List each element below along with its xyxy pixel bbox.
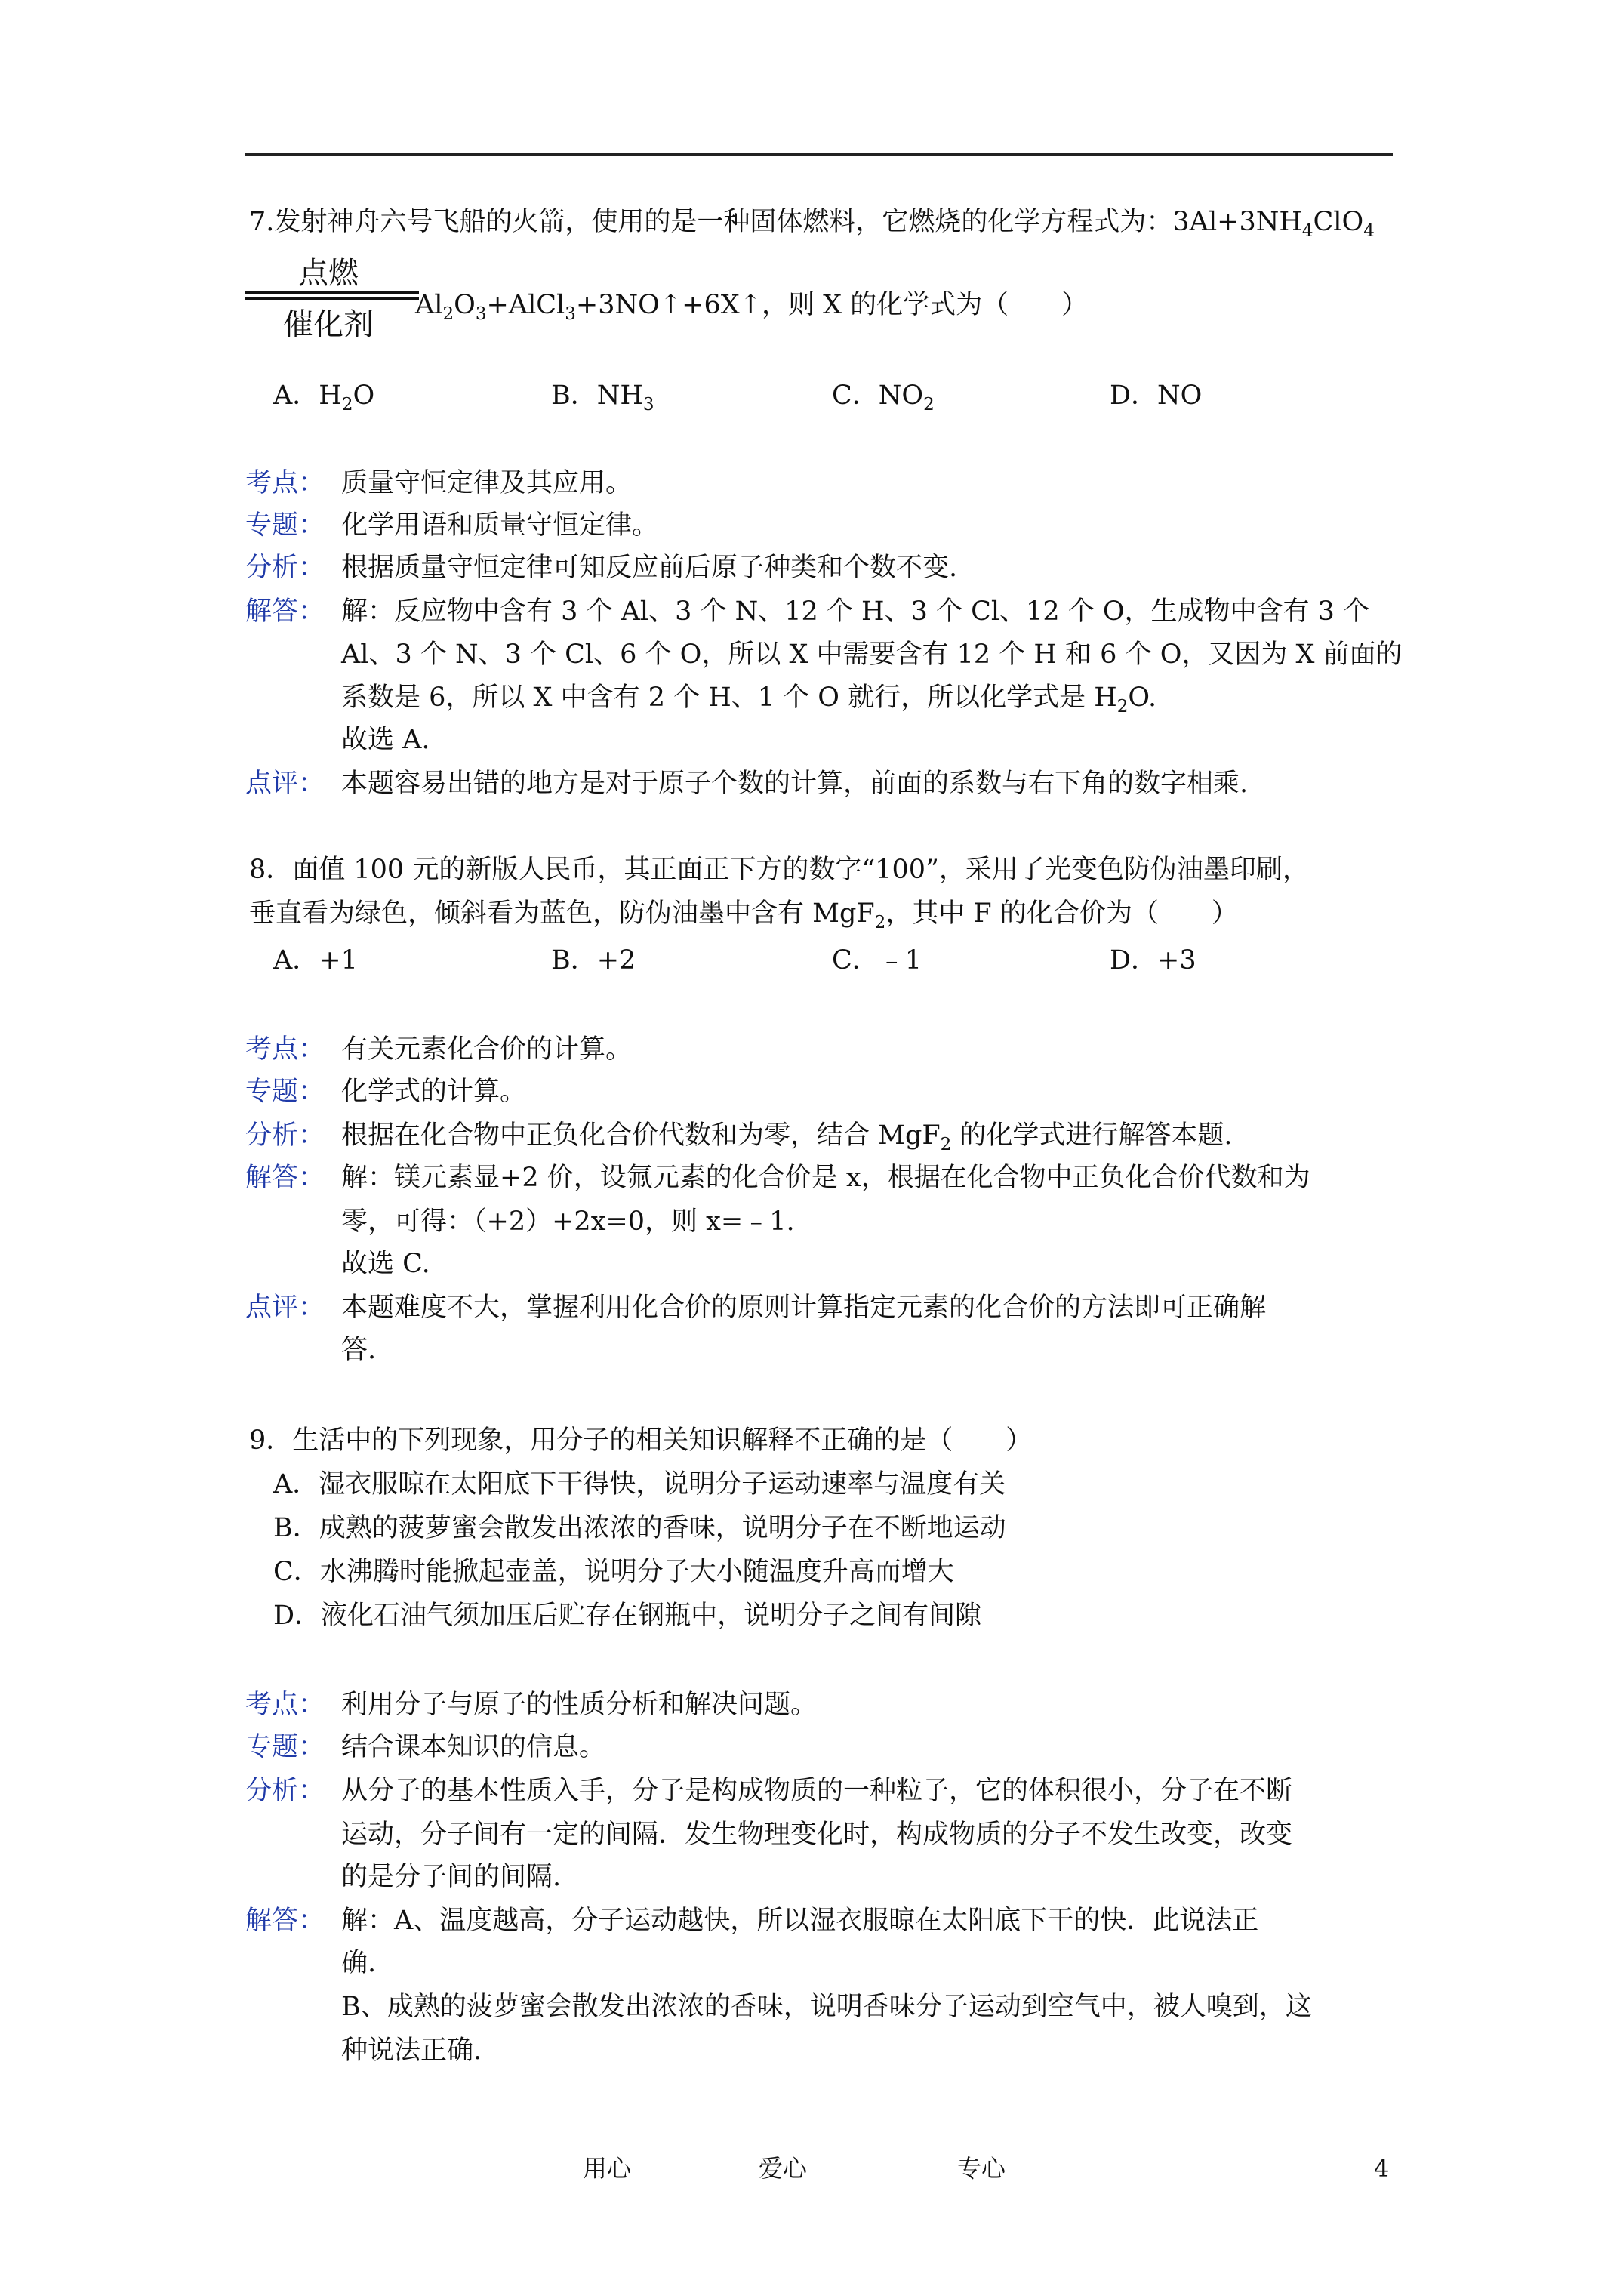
q8-label-jieda: 解答：: [245, 1163, 325, 1193]
q8-label-dianping: 点评：: [245, 1293, 325, 1323]
q7-dianping: 本题容易出错的地方是对于原子个数的计算，前面的系数与右下角的数字相乘.: [341, 769, 1249, 799]
q7-label-kaodian: 考点：: [245, 468, 325, 498]
q8-option-c: C．﹣1: [832, 945, 922, 975]
q7-kaodian: 质量守恒定律及其应用。: [341, 468, 633, 498]
equals-bar-top: [245, 291, 419, 294]
q9-fenxi-line3: 的是分子间的间隔.: [341, 1862, 562, 1892]
q9-label-jieda: 解答：: [245, 1906, 325, 1936]
q7-label-fenxi: 分析：: [245, 553, 325, 583]
q9-zhuanti: 结合课本知识的信息。: [341, 1732, 606, 1762]
q7-option-d: D．NO: [1110, 381, 1203, 411]
q8-label-fenxi: 分析：: [245, 1120, 325, 1151]
q8-jieda-line1: 解：镁元素显+2 价，设氟元素的化合价是 x，根据在化合物中正负化合价代数和为: [341, 1163, 1310, 1193]
condition-ignite: 点燃: [298, 256, 359, 291]
q9-option-c: C．水沸腾时能掀起壶盖，说明分子大小随温度升高而增大: [273, 1557, 954, 1587]
q9-label-zhuanti: 专题：: [245, 1732, 325, 1762]
page-number: 4: [1374, 2154, 1390, 2183]
q9-jieda-line1: 解：A、温度越高，分子运动越快，所以湿衣服晾在太阳底下干的快．此说法正: [341, 1906, 1259, 1936]
q7-jieda-line2: Al、3 个 N、3 个 Cl、6 个 O，所以 X 中需要含有 12 个 H 和 6 个 O，又因为 X 前面的: [341, 639, 1403, 670]
q7-label-jieda: 解答：: [245, 596, 325, 627]
q9-fenxi-line1: 从分子的基本性质入手，分子是构成物质的一种粒子，它的体积很小，分子在不断: [341, 1776, 1293, 1806]
q7-jieda-line1: 解：反应物中含有 3 个 Al、3 个 N、12 个 H、3 个 Cl、12 个 O，生成物中含有 3 个: [341, 596, 1370, 627]
q7-fenxi: 根据质量守恒定律可知反应前后原子种类和个数不变.: [341, 553, 958, 583]
q7-option-a: A．$H_2O$: [273, 381, 375, 415]
q8-dianping-line2: 答.: [341, 1335, 377, 1365]
q8-label-kaodian: 考点：: [245, 1034, 325, 1065]
q9-jieda-line2: 确.: [341, 1948, 377, 1978]
q8-stem-line2: 垂直看为绿色，倾斜看为蓝色，防伪油墨中含有 MgF$_2$，其中 F 的化合价为（ ）: [249, 898, 1238, 932]
q8-kaodian: 有关元素化合价的计算。: [341, 1034, 633, 1065]
q7-zhuanti: 化学用语和质量守恒定律。: [341, 510, 659, 541]
q9-option-a: A．湿衣服晾在太阳底下干得快，说明分子运动速率与温度有关: [273, 1469, 1006, 1499]
q9-fenxi-line2: 运动，分子间有一定的间隔．发生物理变化时，构成物质的分子不发生改变，改变: [341, 1820, 1293, 1850]
footer-zhuanxin: 专心: [957, 2154, 1006, 2183]
q8-jieda-line3: 故选 C.: [341, 1249, 430, 1279]
footer-aixin: 爱心: [759, 2154, 808, 2183]
q8-dianping-line1: 本题难度不大，掌握利用化合价的原则计算指定元素的化合价的方法即可正确解: [341, 1293, 1267, 1323]
q8-label-zhuanti: 专题：: [245, 1077, 325, 1107]
q8-option-d: D．+3: [1110, 945, 1196, 975]
q7-stem-line1: 7.发射神舟六号飞船的火箭，使用的是一种固体燃料，它燃烧的化学方程式为：$3Al+3NH_4ClO_4$: [249, 207, 1375, 241]
q9-kaodian: 利用分子与原子的性质分析和解决问题。: [341, 1690, 818, 1720]
q7-option-b: B．$NH_3$: [551, 381, 654, 415]
q8-stem-line1: 8．面值 100 元的新版人民币，其正面正下方的数字“100”，采用了光变色防伪油墨印刷，: [249, 855, 1309, 885]
q9-option-b: B．成熟的菠萝蜜会散发出浓浓的香味，说明分子在不断地运动: [273, 1513, 1006, 1543]
q8-zhuanti: 化学式的计算。: [341, 1077, 527, 1107]
q7-label-dianping: 点评：: [245, 769, 325, 799]
reaction-condition: [245, 249, 396, 347]
q7-stem-line2: $Al_2O_3+AlCl_3+3NO↑+6X↑$，则 X 的化学式为（ ）: [415, 290, 1089, 324]
q9-option-d: D．液化石油气须加压后贮存在钢瓶中，说明分子之间有间隙: [273, 1601, 982, 1631]
q7-option-c: C．$NO_2$: [832, 381, 935, 415]
q9-jieda-line3: B、成熟的菠萝蜜会散发出浓浓的香味，说明香味分子运动到空气中，被人嗅到，这: [341, 1992, 1312, 2022]
q9-label-fenxi: 分析：: [245, 1776, 325, 1806]
q8-fenxi: 根据在化合物中正负化合价代数和为零，结合 MgF$_2$ 的化学式进行解答本题.: [341, 1120, 1233, 1154]
footer-yongxin: 用心: [583, 2154, 632, 2183]
q8-option-a: A．+1: [273, 945, 358, 975]
condition-catalyst: 催化剂: [283, 307, 374, 342]
equals-bar-bottom: [245, 297, 419, 300]
q9-stem: 9．生活中的下列现象，用分子的相关知识解释不正确的是（ ）: [249, 1425, 1033, 1456]
q7-jieda-line3: 系数是 6，所以 X 中含有 2 个 H、1 个 O 就行，所以化学式是 $H_2O$.: [341, 683, 1157, 717]
q8-jieda-line2: 零，可得：（+2）+2x=0，则 x=﹣1.: [341, 1207, 795, 1237]
q7-label-zhuanti: 专题：: [245, 510, 325, 541]
q8-option-b: B．+2: [551, 945, 636, 975]
header-rule: [245, 153, 1393, 156]
q9-label-kaodian: 考点：: [245, 1690, 325, 1720]
q9-jieda-line4: 种说法正确.: [341, 2036, 482, 2066]
q7-jieda-line4: 故选 A.: [341, 725, 430, 755]
